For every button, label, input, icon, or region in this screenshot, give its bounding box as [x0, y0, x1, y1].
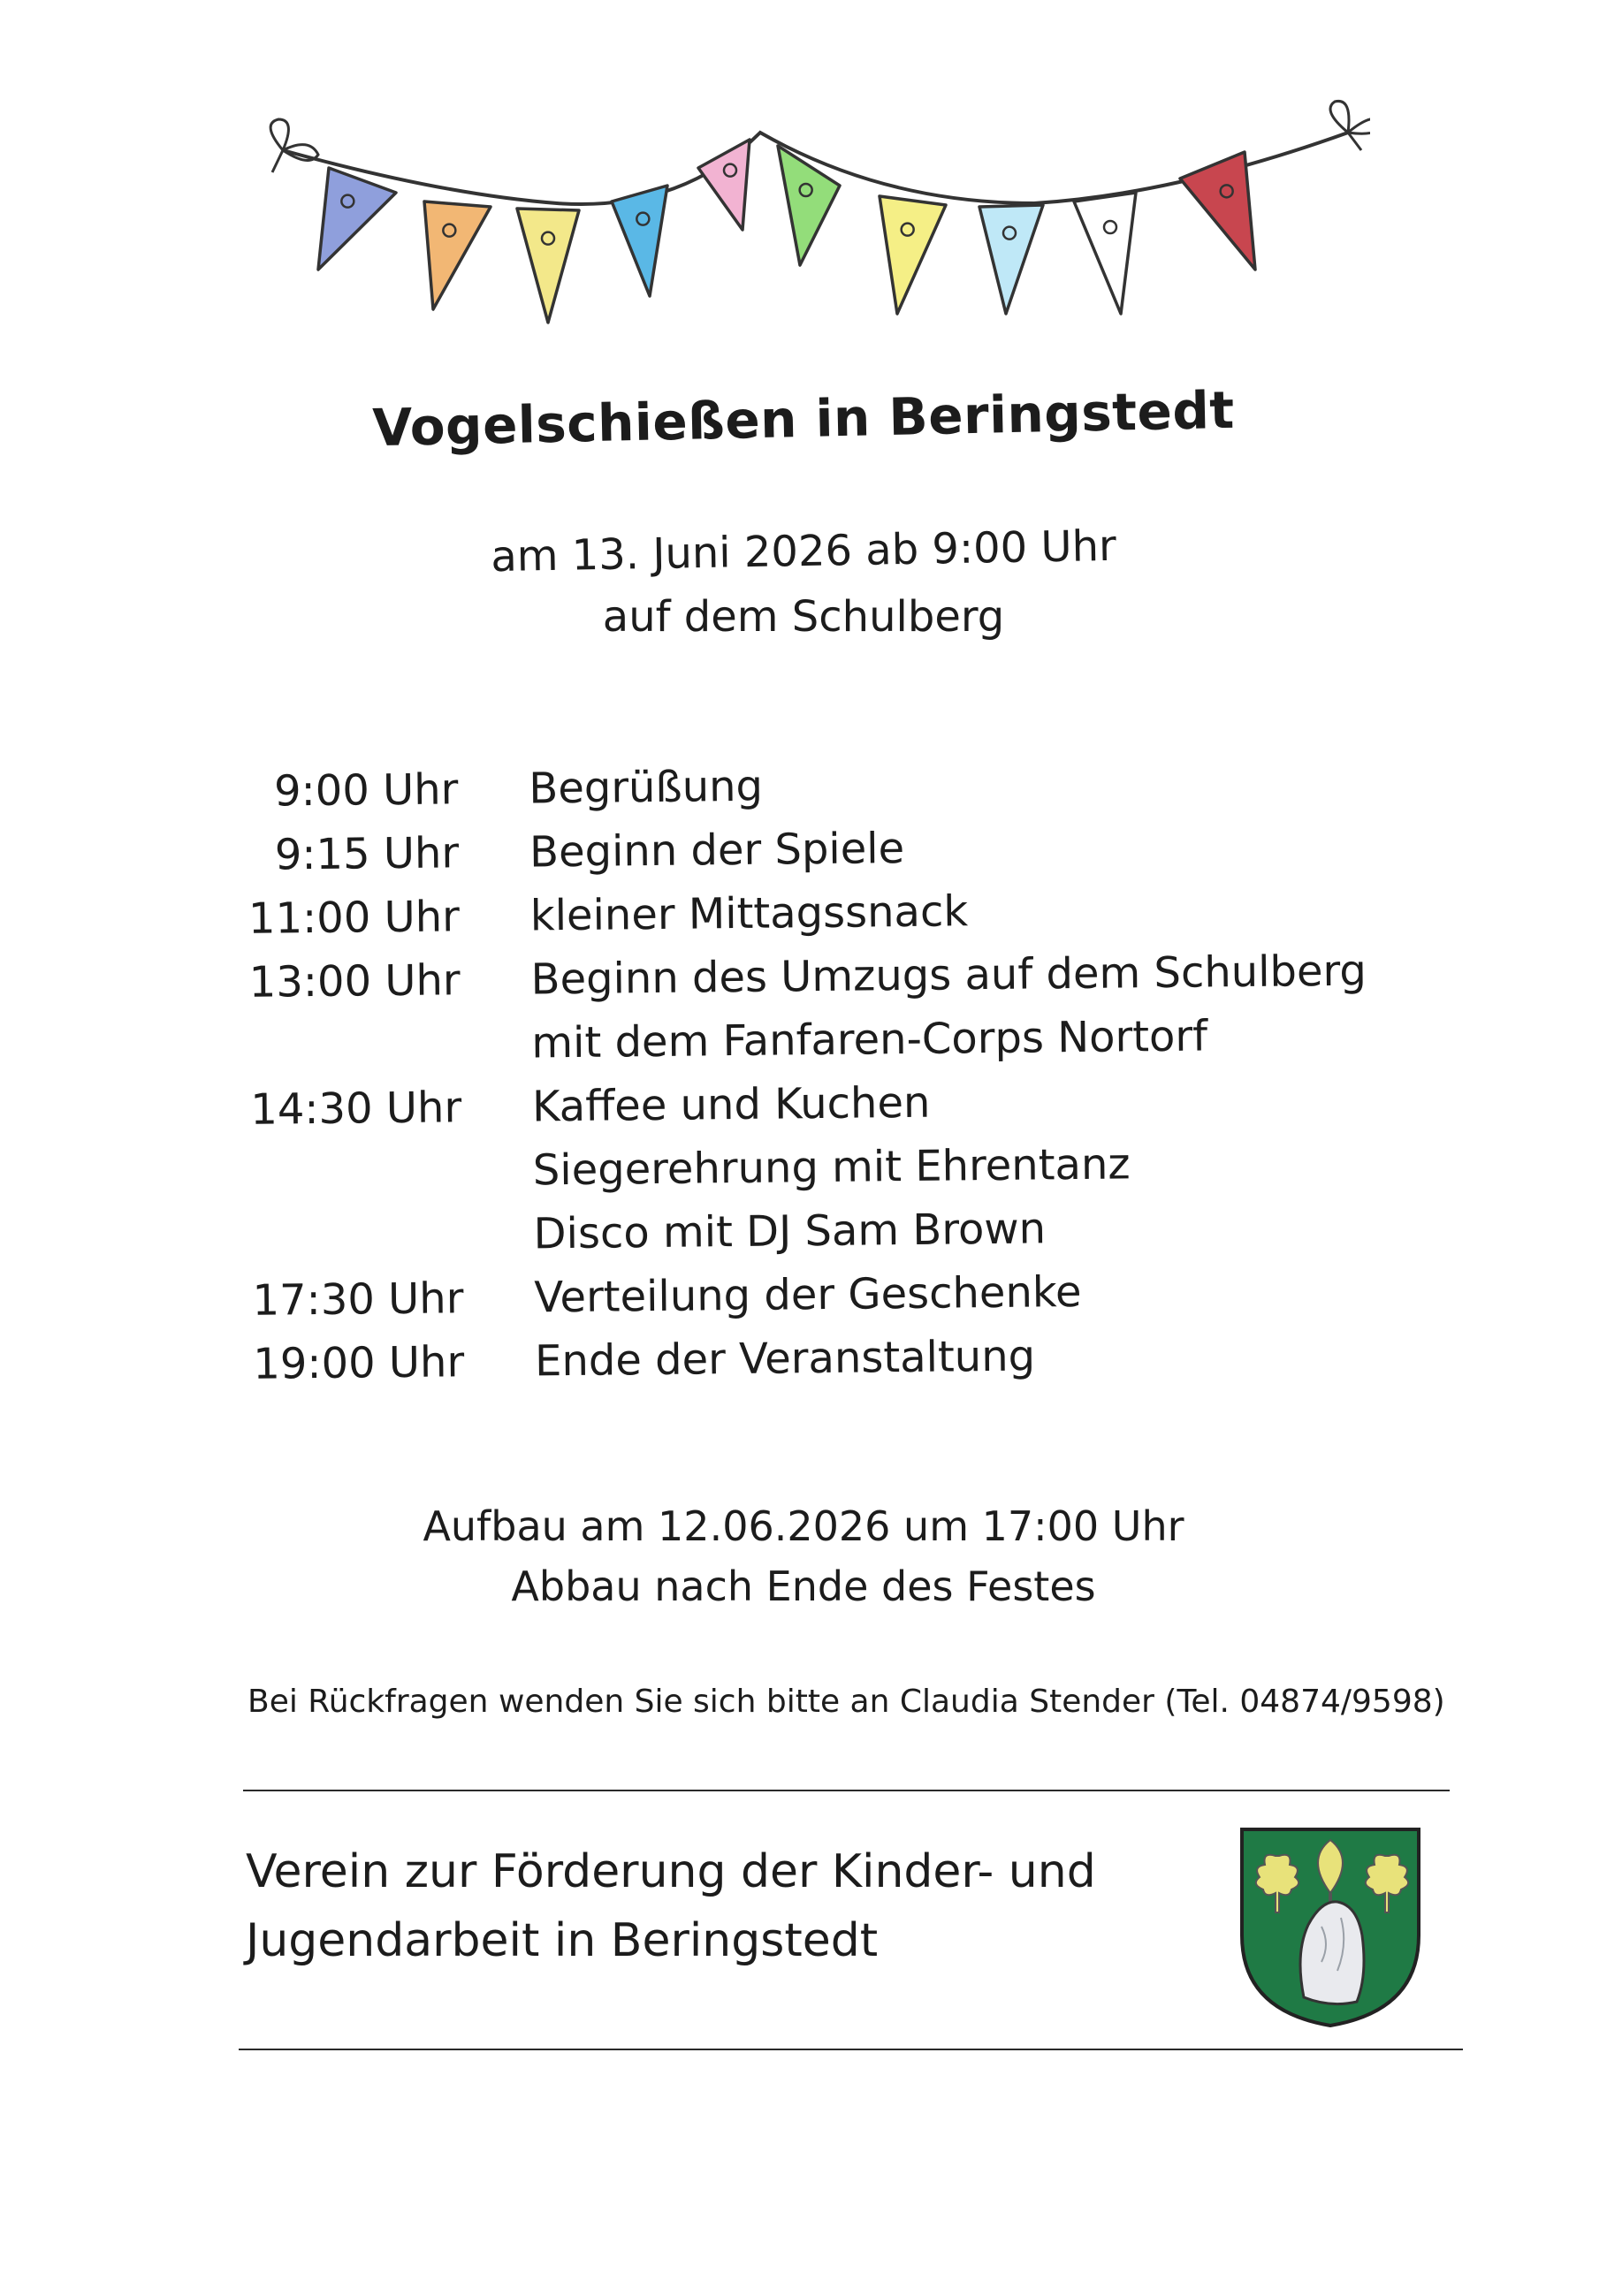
schedule-time: 9:15 Uhr — [274, 828, 460, 880]
location-line: auf dem Schulberg — [602, 592, 1005, 642]
schedule-row — [235, 1257, 1403, 1333]
bunting-garland-icon — [265, 97, 1370, 327]
schedule-event: Ende der Veranstaltung — [534, 1331, 1036, 1387]
schedule-row — [232, 939, 1399, 1015]
coat-of-arms-icon — [1233, 1821, 1428, 2033]
organization-line-2: Jugendarbeit in Beringstedt — [246, 1914, 879, 1967]
schedule-event: Begrüßung — [529, 761, 764, 814]
bunting-flag-icon — [318, 168, 396, 270]
schedule-event: mit dem Fanfaren-Corps Nortorf — [531, 1011, 1208, 1068]
schedule-time — [232, 1044, 461, 1046]
schedule-time: 13:00 Uhr — [248, 955, 461, 1007]
schedule-event: Kaffee und Kuchen — [531, 1077, 931, 1132]
setup-line: Aufbau am 12.06.2026 um 17:00 Uhr — [423, 1502, 1184, 1550]
bunting-flag-icon — [424, 201, 491, 309]
schedule-row — [236, 1320, 1404, 1396]
schedule-row — [232, 875, 1399, 951]
schedule-time: 11:00 Uhr — [248, 892, 461, 944]
schedule-event: Beginn des Umzugs auf dem Schulberg — [530, 946, 1367, 1005]
bunting-flag-icon — [612, 186, 667, 296]
schedule-row — [230, 748, 1398, 824]
schedule-row — [231, 811, 1398, 887]
bunting-flag-icon — [698, 140, 750, 230]
schedule-event: Verteilung der Geschenke — [534, 1266, 1082, 1323]
schedule-time — [234, 1171, 462, 1174]
bunting-flag-icon — [880, 196, 946, 314]
schedule-event: kleiner Mittagssnack — [529, 886, 969, 941]
schedule-time: 14:30 Uhr — [249, 1083, 462, 1135]
bunting-flag-icon — [979, 205, 1043, 314]
schedule-time: 17:30 Uhr — [252, 1273, 464, 1326]
schedule-event: Siegerehrung mit Ehrentanz — [532, 1139, 1131, 1196]
date-line: am 13. Juni 2026 ab 9:00 Uhr — [490, 521, 1117, 582]
top-divider — [243, 1790, 1450, 1791]
schedule-row — [232, 1002, 1400, 1078]
page-title: Vogelschießen in Beringstedt — [371, 379, 1236, 459]
organization-line-1: Verein zur Förderung der Kinder- und — [246, 1845, 1096, 1898]
bunting-flag-icon — [1180, 152, 1255, 270]
schedule-row — [234, 1129, 1402, 1205]
bunting-flag-icon — [778, 146, 840, 265]
schedule-row — [233, 1066, 1401, 1142]
schedule-time: 19:00 Uhr — [252, 1337, 465, 1389]
bottom-divider — [239, 2049, 1463, 2050]
bunting-flag-icon — [517, 209, 579, 323]
schedule-row — [234, 1193, 1402, 1269]
schedule-event: Beginn der Spiele — [529, 824, 905, 878]
schedule-list — [230, 748, 1403, 1396]
teardown-line: Abbau nach Ende des Festes — [511, 1562, 1096, 1610]
schedule-time: 9:00 Uhr — [273, 764, 459, 817]
bunting-right-bow-icon — [1330, 101, 1370, 150]
bunting-flag-icon — [1074, 193, 1136, 314]
contact-line: Bei Rückfragen wenden Sie sich bitte an Claudia Stender (Tel. 04874/9598) — [248, 1684, 1445, 1720]
schedule-event: Disco mit DJ Sam Brown — [533, 1204, 1047, 1259]
schedule-time — [235, 1235, 463, 1237]
bunting-left-bow-icon — [270, 119, 318, 172]
